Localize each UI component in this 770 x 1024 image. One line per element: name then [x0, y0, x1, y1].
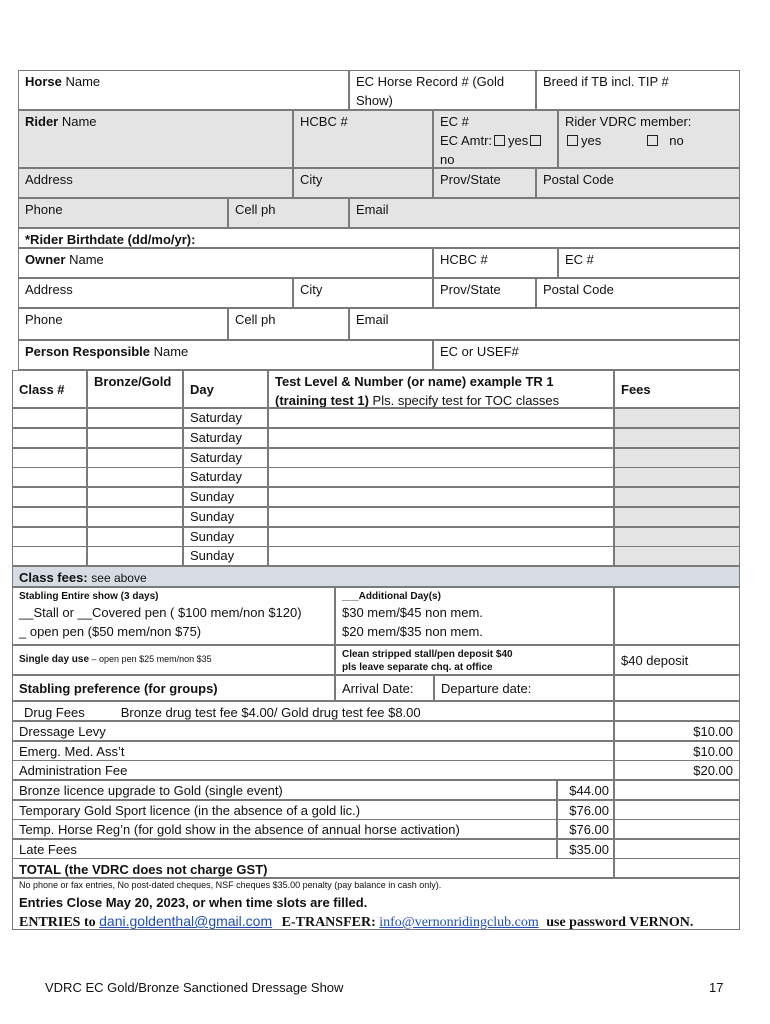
arrival-label: Arrival Date: — [342, 681, 414, 696]
class-number-cell[interactable] — [12, 487, 87, 507]
clean-stall-line2: pls leave separate chq. at office — [342, 662, 493, 673]
vdrc-yes-checkbox[interactable] — [567, 135, 578, 146]
ec-amtr-line — [440, 131, 551, 150]
rider-city-field[interactable] — [293, 168, 433, 198]
drug-fee-amount[interactable] — [614, 701, 740, 721]
owner-city-label: City — [300, 282, 323, 297]
fee-cell[interactable] — [614, 408, 740, 428]
fee-item-label: Emerg. Med. Ass’t — [12, 741, 614, 761]
fees-header-text: Fees — [621, 382, 651, 397]
owner-phone-field[interactable] — [18, 308, 228, 340]
password-text: use password VERNON. — [546, 915, 694, 930]
rider-address-field[interactable] — [18, 168, 293, 198]
stabling-title: Stabling Entire show (3 days) — [19, 591, 159, 602]
vdrc-member-field — [558, 110, 740, 168]
prov-label: Prov/State — [440, 172, 501, 187]
owner-prov-field[interactable] — [433, 278, 536, 308]
single-day-use[interactable] — [12, 645, 335, 675]
fee-item-amount: $20.00 — [614, 760, 740, 780]
test-level-cell[interactable] — [268, 408, 614, 428]
ec-amtr-yes-checkbox[interactable] — [494, 135, 505, 146]
rider-label: Rider — [25, 114, 59, 129]
fee-cell[interactable] — [614, 507, 740, 527]
email-label: Email — [356, 202, 389, 217]
licence-item-label: Temp. Horse Reg’n (for gold show in the absence of annual horse activation) — [12, 819, 557, 839]
licence-item-label: Bronze licence upgrade to Gold (single event) — [12, 780, 557, 800]
licence-item-amount: $44.00 — [557, 780, 614, 800]
fee-cell[interactable] — [614, 448, 740, 468]
owner-label: Owner — [25, 252, 66, 267]
licence-item-label: Late Fees — [12, 839, 557, 859]
ec-amtr-yes-label: yes — [508, 133, 529, 148]
fees-header — [614, 370, 740, 408]
bronze-gold-cell[interactable] — [87, 428, 183, 448]
bronze-gold-text: Bronze/Gold — [94, 374, 172, 389]
day-cell — [183, 467, 268, 487]
drug-fees-row — [12, 701, 614, 721]
horse-label: Horse — [25, 74, 62, 89]
bronze-gold-cell[interactable] — [87, 467, 183, 487]
test-level-cell[interactable] — [268, 527, 614, 547]
class-number-cell[interactable] — [12, 428, 87, 448]
deposit-amount: $40 deposit — [621, 653, 689, 668]
rider-postal-field[interactable] — [536, 168, 740, 198]
fee-cell[interactable] — [614, 527, 740, 547]
horse-name-field[interactable] — [18, 70, 349, 110]
test-level-cell[interactable] — [268, 448, 614, 468]
licence-item-amount: $76.00 — [557, 800, 614, 820]
stabling-additional-days[interactable] — [335, 587, 614, 645]
licence-item-label: Temporary Gold Sport licence (in the absence of a gold lic.) — [12, 800, 557, 820]
total-amount-cell[interactable] — [614, 858, 740, 878]
vdrc-options — [565, 131, 733, 150]
bronze-gold-cell[interactable] — [87, 487, 183, 507]
bronze-gold-cell[interactable] — [87, 507, 183, 527]
total-label: TOTAL (the VDRC does not charge GST) — [19, 862, 268, 877]
ec-horse-record-field[interactable] — [349, 70, 536, 110]
total-row — [12, 858, 614, 878]
owner-hcbc-field[interactable] — [433, 248, 558, 278]
licence-item-total[interactable] — [614, 819, 740, 839]
owner-address-field[interactable] — [18, 278, 293, 308]
fee-cell[interactable] — [614, 467, 740, 487]
entries-notice — [12, 878, 740, 930]
payment-notice: No phone or fax entries, No post-dated cheques, NSF cheques $35.00 penalty (pay balance in cash only). — [19, 880, 442, 890]
postal-label: Postal Code — [543, 172, 614, 187]
fee-cell[interactable] — [614, 546, 740, 566]
bronze-gold-cell[interactable] — [87, 527, 183, 547]
licence-item-amount: $76.00 — [557, 819, 614, 839]
rider-email-field[interactable] — [349, 198, 740, 228]
stabling-pref-label: Stabling preference (for groups) — [19, 681, 218, 696]
fee-item-label: Dressage Levy — [12, 721, 614, 741]
class-header-text: Class # — [19, 382, 65, 397]
rider-hcbc-field[interactable] — [293, 110, 433, 168]
class-number-cell[interactable] — [12, 467, 87, 487]
additional-days-title: ___Additional Day(s) — [342, 591, 441, 602]
ec-usef-field[interactable] — [433, 340, 740, 370]
day-cell — [183, 448, 268, 468]
arrival-date-field[interactable] — [335, 675, 434, 701]
stabling-line1: __Stall or __Covered pen ( $100 mem/non $120) — [19, 605, 302, 620]
fee-item-amount: $10.00 — [614, 721, 740, 741]
test-level-cell[interactable] — [268, 507, 614, 527]
fee-item-amount: $10.00 — [614, 741, 740, 761]
stabling-fee-cell[interactable] — [614, 587, 740, 645]
drug-fees-detail: Bronze drug test fee $4.00/ Gold drug test fee $8.00 — [120, 705, 421, 720]
test-level-cell[interactable] — [268, 467, 614, 487]
ec-amtr-no-checkbox[interactable] — [530, 135, 541, 146]
city-label: City — [300, 172, 323, 187]
stabling-entire-show[interactable] — [12, 587, 335, 645]
entries-email-link[interactable]: dani.goldenthal@gmail.com — [99, 913, 273, 929]
stabling-preference[interactable] — [12, 675, 335, 701]
page-number: 17 — [709, 980, 724, 995]
preference-fee-cell[interactable] — [614, 675, 740, 701]
owner-ec-label: EC # — [565, 252, 594, 267]
licence-item-amount: $35.00 — [557, 839, 614, 859]
bronze-gold-cell[interactable] — [87, 408, 183, 428]
class-number-cell[interactable] — [12, 507, 87, 527]
breed-label: Breed if TB incl. TIP # — [543, 74, 669, 89]
vdrc-member-label: Rider VDRC member: — [565, 114, 692, 129]
day-cell — [183, 408, 268, 428]
ec-number-label: EC # — [440, 114, 469, 129]
person-responsible-field[interactable] — [18, 340, 433, 370]
ec-usef-label: EC or USEF# — [440, 344, 519, 359]
owner-prov-label: Prov/State — [440, 282, 501, 297]
day-cell — [183, 527, 268, 547]
owner-name-field[interactable] — [18, 248, 433, 278]
owner-email-label: Email — [356, 312, 389, 327]
footer-title: VDRC EC Gold/Bronze Sanctioned Dressage Show — [45, 980, 344, 995]
fee-cell[interactable] — [614, 487, 740, 507]
rider-prov-field[interactable] — [433, 168, 536, 198]
owner-hcbc-label: HCBC # — [440, 252, 488, 267]
rider-cell-field[interactable] — [228, 198, 349, 228]
class-number-cell[interactable] — [12, 408, 87, 428]
owner-cell-label: Cell ph — [235, 312, 276, 327]
ec-amtr-label: EC Amtr: — [440, 133, 493, 148]
ec-horse-record-label: EC Horse Record # (Gold Show) — [356, 74, 505, 108]
departure-date-field[interactable] — [434, 675, 614, 701]
test-level-cell[interactable] — [268, 428, 614, 448]
test-level-cell[interactable] — [268, 487, 614, 507]
owner-city-field[interactable] — [293, 278, 433, 308]
person-name-label: Name — [149, 344, 189, 359]
licence-item-total[interactable] — [614, 800, 740, 820]
entries-to-label: ENTRIES to — [19, 915, 96, 930]
vdrc-no-label: no — [669, 133, 684, 148]
vdrc-no-checkbox[interactable] — [647, 135, 658, 146]
owner-email-field[interactable] — [349, 308, 740, 340]
vdrc-yes-label: yes — [581, 133, 602, 148]
single-day-label: Single day use — [19, 654, 90, 665]
rider-ec-field[interactable] — [433, 110, 558, 168]
etransfer-label: E-TRANSFER: — [281, 915, 376, 930]
day-cell — [183, 546, 268, 566]
clean-stall-line1: Clean stripped stall/pen deposit $40 — [342, 649, 513, 660]
drug-fees-label: Drug Fees — [24, 705, 85, 720]
day-cell — [183, 487, 268, 507]
entries-contact — [19, 912, 733, 930]
day-cell — [183, 507, 268, 527]
class-number-cell[interactable] — [12, 527, 87, 547]
breed-field[interactable] — [536, 70, 740, 110]
bronze-gold-header — [87, 370, 183, 408]
test-level-note: Pls. specify test for TOC classes — [372, 393, 560, 408]
day-header — [183, 370, 268, 408]
class-fees-row — [12, 566, 740, 587]
deposit-cell — [614, 645, 740, 675]
cell-label: Cell ph — [235, 202, 276, 217]
class-number-cell[interactable] — [12, 448, 87, 468]
owner-cell-field[interactable] — [228, 308, 349, 340]
person-responsible-label: Person Responsible — [25, 344, 150, 359]
day-header-text: Day — [190, 382, 214, 397]
rider-phone-field[interactable] — [18, 198, 228, 228]
stabling-line2: _ open pen ($50 mem/non $75) — [19, 624, 202, 639]
test-level-header — [268, 370, 614, 408]
day-label: Sunday — [190, 528, 235, 544]
bronze-gold-cell[interactable] — [87, 448, 183, 468]
day-label: Saturday — [190, 449, 243, 465]
owner-name-label: Name — [65, 252, 104, 267]
fee-item-label: Administration Fee — [12, 760, 614, 780]
licence-item-total[interactable] — [614, 839, 740, 859]
day-label: Sunday — [190, 508, 235, 524]
horse-name-label: Name — [61, 74, 101, 89]
day-label: Saturday — [190, 469, 243, 485]
day-label: Saturday — [190, 429, 243, 445]
owner-postal-label: Postal Code — [543, 282, 614, 297]
address-label: Address — [25, 172, 73, 187]
additional-days-line1: $30 mem/$45 non mem. — [342, 605, 483, 620]
day-cell — [183, 428, 268, 448]
rider-birthdate-field[interactable] — [18, 228, 740, 248]
clean-stall-deposit — [335, 645, 614, 675]
rider-name-label: Name — [58, 114, 97, 129]
test-level-cell[interactable] — [268, 546, 614, 566]
phone-label: Phone — [25, 202, 63, 217]
bronze-gold-cell[interactable] — [87, 546, 183, 566]
day-label: Sunday — [190, 489, 235, 504]
departure-label: Departure date: — [441, 681, 532, 696]
additional-days-line2: $20 mem/$35 non mem. — [342, 624, 483, 639]
hcbc-label: HCBC # — [300, 114, 348, 129]
class-number-cell[interactable] — [12, 546, 87, 566]
owner-ec-field[interactable] — [558, 248, 740, 278]
single-day-detail: – open pen $25 mem/non $35 — [89, 654, 212, 664]
day-label: Saturday — [190, 410, 243, 425]
rider-name-field[interactable] — [18, 110, 293, 168]
ec-amtr-no-label: no — [440, 152, 455, 167]
licence-item-total[interactable] — [614, 780, 740, 800]
birthdate-label: *Rider Birthdate (dd/mo/yr): — [25, 232, 196, 247]
class-fees-label: Class fees: — [19, 570, 88, 585]
owner-postal-field[interactable] — [536, 278, 740, 308]
class-fees-note: see above — [91, 571, 147, 585]
owner-address-label: Address — [25, 282, 73, 297]
test-level-text: Test Level & Number (or name) example TR 1 (training test 1) — [275, 374, 554, 408]
entries-close: Entries Close May 20, 2023, or when time slots are filled. — [19, 895, 368, 910]
class-number-header — [12, 370, 87, 408]
owner-phone-label: Phone — [25, 312, 63, 327]
day-label: Sunday — [190, 548, 235, 564]
fee-cell[interactable] — [614, 428, 740, 448]
etransfer-email-link[interactable]: info@vernonridingclub.com — [379, 915, 539, 930]
